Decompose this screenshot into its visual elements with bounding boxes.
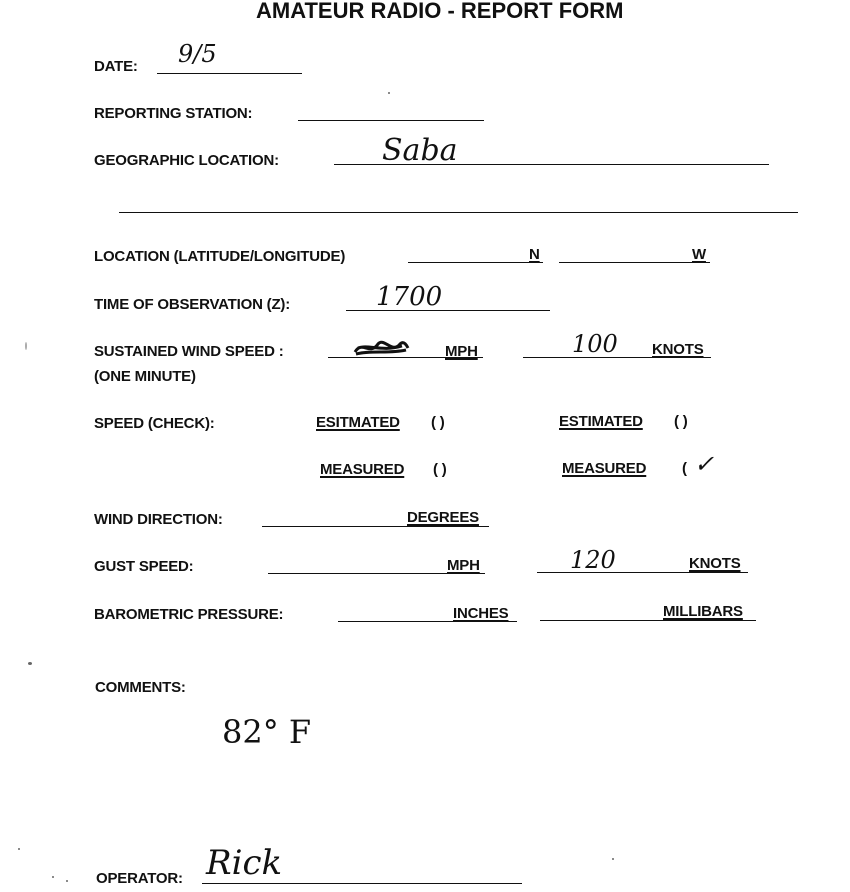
operator-line[interactable] [202, 883, 522, 884]
reporting-station-label: REPORTING STATION: [94, 105, 253, 122]
left-estimated-label: ESITMATED [316, 414, 400, 431]
sustained-wind-label: SUSTAINED WIND SPEED : [94, 343, 284, 360]
operator-signature: Rick [206, 843, 283, 883]
date-line[interactable] [157, 73, 302, 74]
comments-value: 82° F [222, 713, 312, 751]
right-measured-label: MEASURED [562, 460, 647, 477]
longitude-w-label: W [692, 246, 706, 263]
barometric-millibars-label: MILLIBARS [663, 603, 743, 620]
barometric-inches-label: INCHES [453, 605, 509, 622]
scan-speck [18, 848, 20, 850]
scan-speck [66, 880, 68, 882]
right-measured-checkbox[interactable]: ( [682, 460, 687, 477]
barometric-millibars-line[interactable] [540, 620, 756, 621]
geographic-location-label: GEOGRAPHIC LOCATION: [94, 152, 279, 169]
sustained-wind-sublabel: (ONE MINUTE) [94, 368, 196, 385]
time-of-observation-label: TIME OF OBSERVATION (Z): [94, 296, 291, 313]
wind-direction-line[interactable] [262, 526, 489, 527]
scan-speck [612, 858, 614, 860]
scribble-out-mark [352, 338, 410, 358]
sustained-wind-knots-value: 100 [572, 330, 618, 358]
form-title: AMATEUR RADIO - REPORT FORM [256, 0, 624, 23]
date-value: 9/5 [178, 40, 217, 68]
right-estimated-checkbox[interactable]: ( ) [674, 413, 688, 430]
longitude-line[interactable] [559, 262, 710, 263]
left-estimated-checkbox[interactable]: ( ) [431, 414, 445, 431]
operator-label: OPERATOR: [96, 870, 183, 887]
location-label: LOCATION (LATITUDE/LONGITUDE) [94, 248, 346, 265]
geographic-location-line-2[interactable] [119, 212, 798, 213]
scan-speck [388, 92, 390, 94]
latitude-n-label: N [529, 246, 540, 263]
comments-label: COMMENTS: [95, 679, 186, 696]
date-label: DATE: [94, 58, 138, 75]
left-measured-checkbox[interactable]: ( ) [433, 461, 447, 478]
gust-speed-knots-label: KNOTS [689, 555, 741, 572]
scan-speck [52, 876, 54, 878]
sustained-wind-mph-label: MPH [445, 343, 478, 360]
wind-direction-label: WIND DIRECTION: [94, 511, 223, 528]
gust-speed-label: GUST SPEED: [94, 558, 194, 575]
left-measured-label: MEASURED [320, 461, 405, 478]
right-measured-check-mark: ✓ [694, 450, 715, 478]
speed-check-label: SPEED (CHECK): [94, 415, 215, 432]
gust-speed-knots-value: 120 [570, 546, 616, 574]
latitude-line[interactable] [408, 262, 543, 263]
wind-direction-degrees-label: DEGREES [407, 509, 479, 526]
time-of-observation-value: 1700 [376, 282, 443, 312]
sustained-wind-knots-label: KNOTS [652, 341, 704, 358]
reporting-station-line[interactable] [298, 120, 484, 121]
gust-speed-knots-line[interactable] [537, 572, 748, 573]
scan-speck [28, 662, 32, 665]
barometric-pressure-label: BAROMETRIC PRESSURE: [94, 606, 284, 623]
geographic-location-value: Saba [382, 133, 458, 168]
right-estimated-label: ESTIMATED [559, 413, 643, 430]
gust-speed-mph-label: MPH [447, 557, 480, 574]
scan-speck [25, 342, 27, 350]
